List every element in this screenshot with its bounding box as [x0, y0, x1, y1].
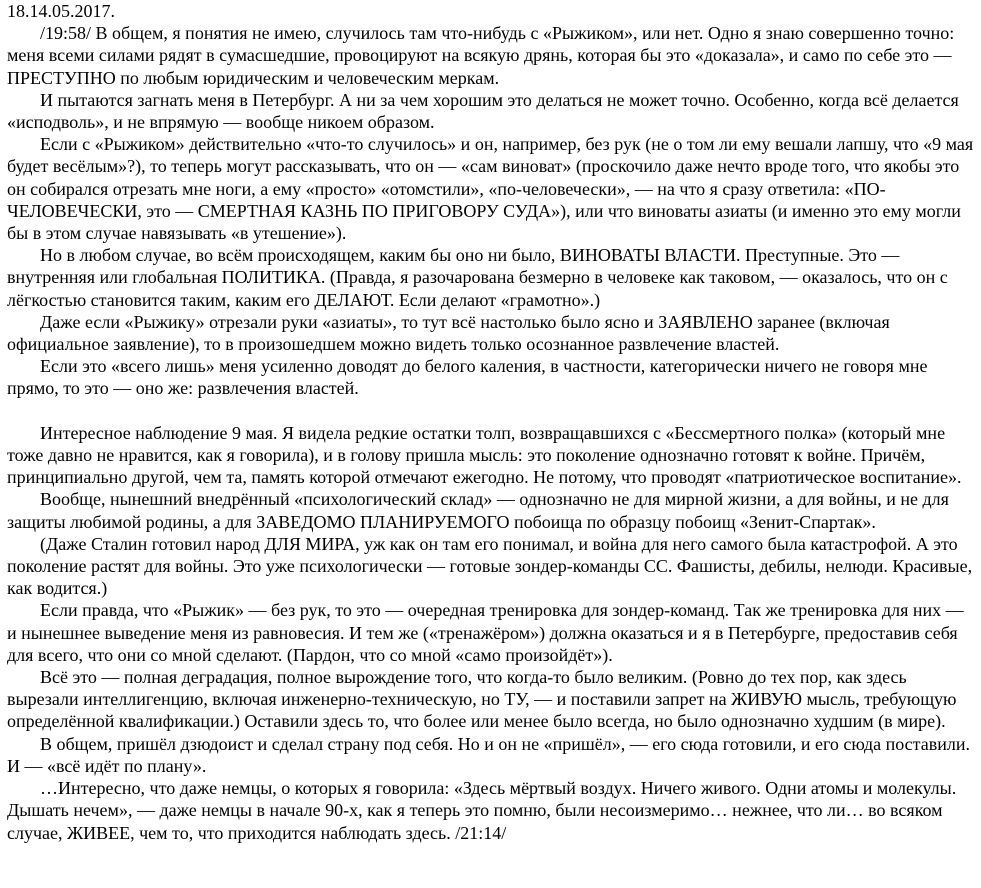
- paragraph-6: Если это «всего лишь» меня усиленно доводят до белого каления, в частности, категорически ничего не говоря мне прямо, то это — оно же: развлечения властей.: [7, 356, 928, 399]
- entry-date: 18.14.05.2017.: [7, 1, 115, 21]
- paragraph-1: /19:58/ В общем, я понятия не имею, случилось там что-нибудь с «Рыжиком», или нет. Одно я знаю совершенно точно: меня всеми силами рядят в сумасшедшие, провоцируют на всякую дрянь, которая бы это «доказала», и само по себе это — ПРЕСТУПНО по любым юридическим и человеческим меркам.: [7, 23, 955, 88]
- paragraph-2: И пытаются загнать меня в Петербург. А ни за чем хорошим это делаться не может точно. Особенно, когда всё делается «исподволь», и не впрямую — вообще никоем образом.: [7, 89, 959, 133]
- paragraph-13: …Интересно, что даже немцы, о которых я говорила: «Здесь мёртвый воздух. Ничего живого. Одни атомы и молекулы. Дышать нечем», — даже немцы в начале 90-х, как я теперь это помню, были несоизмеримо… нежнее, что ли… во всяком случае, ЖИВЕЕ, чем то, что приходится наблюдать здесь. /21:14/: [7, 778, 957, 843]
- paragraph-3: Если с «Рыжиком» действительно «что-то случилось» и он, например, без рук (не о том ли ему вешали лапшу, что «9 мая будет весёлым»?), то теперь могут рассказывать, что он — «сам виноват» (проскочило даже нечто вроде того, что якобы это он собирался отрезать мне ноги, а ему «просто» «отомстили», «по-человечески», — на что я сразу ответила: «ПО-ЧЕЛОВЕЧЕСКИ, это — СМЕРТНАЯ КАЗНЬ ПО ПРИГОВОРУ СУДА»), или что виноваты азиаты (и именно это ему могли бы в этом случае навязывать «в утешение»).: [7, 134, 974, 244]
- paragraph-10: Если правда, что «Рыжик» — без рук, то это — очередная тренировка для зондер-команд. Так же тренировка для них — и нынешнее выведение меня из равновесия. И тем же («тренажёром») должна оказаться и я в Петербурге, предоставив себя для всего, что они со мной сделают. (Пардон, что со мной «само произойдёт»).: [7, 600, 964, 665]
- paragraph-spacer: [7, 400, 975, 422]
- document-body: [7, 0, 975, 844]
- paragraph-7: Интересное наблюдение 9 мая. Я видела редкие остатки толп, возвращавшихся с «Бессмертного полка» (который мне тоже давно не нравится, как я говорила), и в голову пришла мысль: это поколение однозначно готовят к войне. Причём, принципиально другой, чем та, память которой отмечают ежегодно. Не потому, что проводят «патриотическое воспитание».: [7, 422, 962, 488]
- paragraph-8: Вообще, нынешний внедрённый «психологический склад» — однозначно не для мирной жизни, а для войны, и не для защиты любимой родины, а для ЗАВЕДОМО ПЛАНИРУЕМОГО побоища по образцу побоищ «Зенит-Спартак».: [7, 489, 949, 532]
- paragraph-11: Всё это — полная деградация, полное вырождение того, что когда-то было великим. (Ровно до тех пор, как здесь вырезали интеллигенцию, включая инженерно-техническую, но ТУ, — и поставили запрет на ЖИВУЮ мысль, требующую определённой квалификации.) Оставили здесь то, что более или менее было всегда, но было однозначно худшим (в мире).: [7, 667, 957, 732]
- paragraph-5: Даже если «Рыжику» отрезали руки «азиаты», то тут всё настолько было ясно и ЗАЯВЛЕНО заранее (включая официальное заявление), то в произошедшем можно видеть только осознанное развлечение властей.: [7, 311, 890, 355]
- paragraph-9: (Даже Сталин готовил народ ДЛЯ МИРА, уж как он там его понимал, и война для него самого была катастрофой. А это поколение растят для войны. Это уже психологически — готовые зондер-команды СС. Фашисты, дебилы, нелюди. Красивые, как водится.): [7, 533, 973, 599]
- paragraph-12: В общем, пришёл дзюдоист и сделал страну под себя. Но и он не «пришёл», — его сюда готовили, и его сюда поставили. И — «всё идёт по плану».: [7, 733, 970, 776]
- paragraph-4: Но в любом случае, во всём происходящем, каким бы оно ни было, ВИНОВАТЫ ВЛАСТИ. Преступные. Это — внутренняя или глобальная ПОЛИТИКА. (Правда, я разочарована безмерно в человеке как таковом, — оказалось, что он с лёгкостью становится таким, каким его ДЕЛАЮТ. Если делают «грамотно».): [7, 245, 948, 310]
